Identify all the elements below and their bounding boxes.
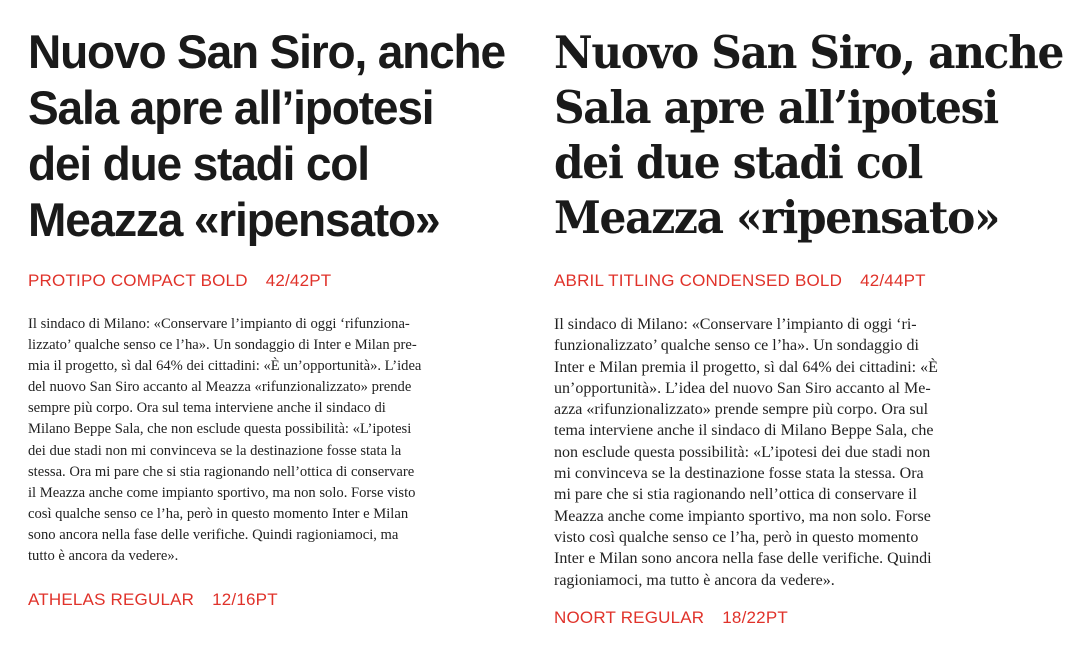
right-headline-line: Nuovo San Siro, anche xyxy=(554,26,1064,79)
body-line: del nuovo San Siro accanto al Meazza «rifunzionalizzato» prende xyxy=(28,379,412,396)
right-body-font-label xyxy=(554,608,788,628)
right-body-text xyxy=(554,314,938,591)
left-specimen xyxy=(28,0,508,248)
body-line: mi convinceva se la destinazione fosse stata la stessa. Ora xyxy=(554,465,924,483)
body-line: Inter e Milan premia il progetto, sì dal 64% dei cittadini: «È xyxy=(554,358,938,376)
body-line: azza «rifunzionalizzato» prende sempre più corpo. Ora sul xyxy=(554,401,929,419)
body-line: Il sindaco di Milano: «Conservare l’impianto di oggi ‘rifunziona- xyxy=(28,316,410,332)
font-name: ABRIL TITLING CONDENSED BOLD xyxy=(554,271,843,290)
left-body-font-label xyxy=(28,590,278,610)
font-size: 42/44PT xyxy=(860,271,926,290)
body-line: non esclude questa possibilità: «L’ipotesi dei due stadi non xyxy=(554,443,931,461)
font-size: 12/16PT xyxy=(212,590,278,609)
body-line: mi pare che si stia ragionando nell’ottica di conservare il xyxy=(554,486,917,504)
left-body-text xyxy=(28,314,421,567)
body-line: così qualche senso ce l’ha, però in questo momento Inter e Milan xyxy=(28,505,409,522)
right-headline-line: dei due stadi col xyxy=(554,136,923,189)
body-line: sempre più corpo. Ora sul tema interviene anche il sindaco di xyxy=(28,400,386,417)
body-line: Meazza anche come impianto sportivo, ma non solo. Forse xyxy=(554,507,931,525)
left-headline-line: Meazza «ripensato» xyxy=(28,193,440,246)
body-line: Milano Beppe Sala, che non esclude questa possibilità: «L’ipotesi xyxy=(28,421,412,438)
right-headline-font-label xyxy=(554,271,926,291)
left-headline-line: Nuovo San Siro, anche xyxy=(28,25,505,78)
body-line: un’opportunità». L’idea del nuovo San Siro accanto al Me- xyxy=(554,379,931,397)
body-line: tutto è ancora da vedere». xyxy=(28,548,179,565)
left-headline xyxy=(28,0,505,248)
body-line: il Meazza anche come impianto sportivo, ma non solo. Forse visto xyxy=(28,484,416,501)
right-headline xyxy=(554,0,1064,245)
right-headline-line: Sala apre all’ipotesi xyxy=(554,81,998,134)
left-headline-font-label xyxy=(28,271,331,291)
body-line: stessa. Ora mi pare che si stia ragionando nell’ottica di conservare xyxy=(28,463,415,480)
right-headline-line: Meazza «ripensato» xyxy=(554,191,1000,244)
right-specimen xyxy=(554,0,1074,245)
font-name: PROTIPO COMPACT BOLD xyxy=(28,271,248,290)
left-headline-line: Sala apre all’ipotesi xyxy=(28,81,434,134)
body-line: visto così qualche senso ce l’ha, però in questo momento xyxy=(554,528,919,546)
body-line: Il sindaco di Milano: «Conservare l’impianto di oggi ‘ri- xyxy=(554,316,917,333)
body-line: tema interviene anche il sindaco di Milano Beppe Sala, che xyxy=(554,422,934,440)
font-name: ATHELAS REGULAR xyxy=(28,590,195,609)
body-line: dei due stadi non mi convinceva se la destinazione fosse stata la xyxy=(28,442,402,459)
body-line: ragioniamoci, ma tutto è ancora da vedere». xyxy=(554,571,835,589)
body-line: lizzato’ qualche senso ce l’ha». Un sondaggio di Inter e Milan pre- xyxy=(28,337,417,354)
font-name: NOORT REGULAR xyxy=(554,608,705,627)
font-size: 18/22PT xyxy=(722,608,788,627)
body-line: mia il progetto, sì dal 64% dei cittadini: «È un’opportunità». L’idea xyxy=(28,358,422,375)
body-line: Inter e Milan sono ancora nella fase delle verifiche. Quindi xyxy=(554,550,932,568)
body-line: sono ancora nella fase delle verifiche. Quindi ragioniamoci, ma xyxy=(28,526,399,543)
left-headline-line: dei due stadi col xyxy=(28,137,369,190)
body-line: funzionalizzato’ qualche senso ce l’ha». Un sondaggio di xyxy=(554,337,919,355)
font-size: 42/42PT xyxy=(265,271,332,290)
